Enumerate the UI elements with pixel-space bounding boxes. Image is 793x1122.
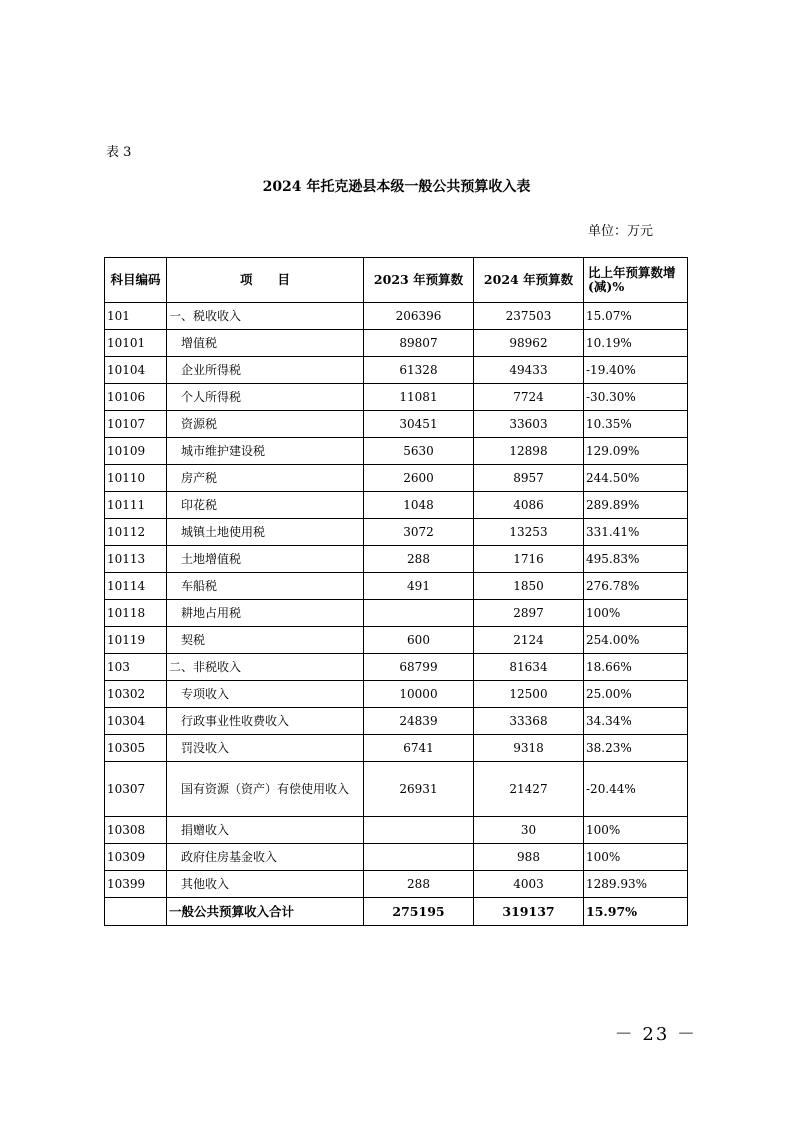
cell-2024: 33368 — [474, 708, 584, 735]
cell-2024: 988 — [474, 844, 584, 871]
cell-item: 个人所得税 — [167, 384, 364, 411]
cell-growth: 254.00% — [584, 627, 688, 654]
cell-2023: 3072 — [364, 519, 474, 546]
cell-growth: 289.89% — [584, 492, 688, 519]
table-row — [105, 303, 688, 330]
cell-2023: 6741 — [364, 735, 474, 762]
cell-growth: -20.44% — [584, 762, 688, 817]
cell-item: 耕地占用税 — [167, 600, 364, 627]
total-row — [105, 898, 688, 926]
cell-code: 10101 — [105, 330, 167, 357]
cell-item: 房产税 — [167, 465, 364, 492]
cell-growth: 10.35% — [584, 411, 688, 438]
cell-code: 10119 — [105, 627, 167, 654]
cell-code: 10112 — [105, 519, 167, 546]
cell-growth: -30.30% — [584, 384, 688, 411]
cell-growth: 276.78% — [584, 573, 688, 600]
cell-2024: 237503 — [474, 303, 584, 330]
table-row — [105, 708, 688, 735]
cell-code: 10118 — [105, 600, 167, 627]
cell-growth: 10.19% — [584, 330, 688, 357]
cell-2024: 98962 — [474, 330, 584, 357]
header-item: 项 目 — [167, 258, 364, 303]
cell-2023: 288 — [364, 871, 474, 898]
cell-growth: 495.83% — [584, 546, 688, 573]
budget-revenue-table — [104, 257, 688, 926]
cell-code: 10302 — [105, 681, 167, 708]
page-number: － 23 － — [614, 1024, 697, 1045]
cell-item: 城镇土地使用税 — [167, 519, 364, 546]
cell-item: 契税 — [167, 627, 364, 654]
cell-code: 10110 — [105, 465, 167, 492]
cell-item: 罚没收入 — [167, 735, 364, 762]
cell-2024: 1716 — [474, 546, 584, 573]
table-row — [105, 546, 688, 573]
cell-code: 10109 — [105, 438, 167, 465]
header-code: 科目编码 — [105, 258, 167, 303]
cell-2024: 21427 — [474, 762, 584, 817]
cell-2024: 81634 — [474, 654, 584, 681]
cell-2023: 26931 — [364, 762, 474, 817]
cell-2024: 12500 — [474, 681, 584, 708]
table-label: 表 3 — [106, 145, 132, 160]
cell-growth: -19.40% — [584, 357, 688, 384]
total-code — [105, 898, 167, 926]
cell-item: 政府住房基金收入 — [167, 844, 364, 871]
table-row — [105, 384, 688, 411]
cell-item: 捐赠收入 — [167, 817, 364, 844]
cell-item: 专项收入 — [167, 681, 364, 708]
table-row — [105, 357, 688, 384]
table-row — [105, 330, 688, 357]
cell-growth: 1289.93% — [584, 871, 688, 898]
cell-code: 103 — [105, 654, 167, 681]
cell-item: 二、非税收入 — [167, 654, 364, 681]
total-2024: 319137 — [474, 898, 584, 926]
cell-2023: 2600 — [364, 465, 474, 492]
cell-code: 10308 — [105, 817, 167, 844]
cell-2024: 4086 — [474, 492, 584, 519]
total-item: 一般公共预算收入合计 — [167, 898, 364, 926]
cell-item: 城市维护建设税 — [167, 438, 364, 465]
cell-item: 资源税 — [167, 411, 364, 438]
table-row — [105, 438, 688, 465]
cell-2024: 1850 — [474, 573, 584, 600]
header-2023: 2023 年预算数 — [364, 258, 474, 303]
table-row — [105, 492, 688, 519]
cell-code: 10309 — [105, 844, 167, 871]
cell-code: 10111 — [105, 492, 167, 519]
cell-2024: 30 — [474, 817, 584, 844]
cell-code: 10307 — [105, 762, 167, 817]
cell-growth: 244.50% — [584, 465, 688, 492]
cell-growth: 18.66% — [584, 654, 688, 681]
cell-item: 车船税 — [167, 573, 364, 600]
cell-item: 增值税 — [167, 330, 364, 357]
cell-2024: 2897 — [474, 600, 584, 627]
table-row — [105, 844, 688, 871]
cell-growth: 38.23% — [584, 735, 688, 762]
cell-2023: 288 — [364, 546, 474, 573]
table-row — [105, 627, 688, 654]
cell-2024: 13253 — [474, 519, 584, 546]
cell-2024: 7724 — [474, 384, 584, 411]
cell-2023: 24839 — [364, 708, 474, 735]
cell-growth: 34.34% — [584, 708, 688, 735]
table-row — [105, 762, 688, 817]
table-row — [105, 465, 688, 492]
cell-2024: 49433 — [474, 357, 584, 384]
cell-2024: 2124 — [474, 627, 584, 654]
cell-2024: 12898 — [474, 438, 584, 465]
cell-code: 10113 — [105, 546, 167, 573]
cell-2023: 61328 — [364, 357, 474, 384]
cell-code: 10305 — [105, 735, 167, 762]
cell-item: 印花税 — [167, 492, 364, 519]
cell-code: 101 — [105, 303, 167, 330]
cell-2023: 68799 — [364, 654, 474, 681]
cell-growth: 100% — [584, 817, 688, 844]
table-row — [105, 411, 688, 438]
cell-2024: 8957 — [474, 465, 584, 492]
cell-2023 — [364, 817, 474, 844]
total-growth: 15.97% — [584, 898, 688, 926]
cell-2023: 491 — [364, 573, 474, 600]
cell-item: 国有资源（资产）有偿使用收入 — [167, 762, 364, 817]
cell-code: 10304 — [105, 708, 167, 735]
table-row — [105, 573, 688, 600]
cell-2024: 9318 — [474, 735, 584, 762]
cell-item: 行政事业性收费收入 — [167, 708, 364, 735]
cell-2023: 5630 — [364, 438, 474, 465]
cell-2024: 4003 — [474, 871, 584, 898]
cell-2023 — [364, 600, 474, 627]
cell-2023 — [364, 844, 474, 871]
document-title: 2024 年托克逊县本级一般公共预算收入表 — [262, 179, 531, 195]
table-row — [105, 519, 688, 546]
cell-growth: 100% — [584, 600, 688, 627]
header-growth: 比上年预算数增(减)% — [584, 258, 688, 303]
table-row — [105, 817, 688, 844]
cell-growth: 100% — [584, 844, 688, 871]
cell-2023: 206396 — [364, 303, 474, 330]
cell-2023: 600 — [364, 627, 474, 654]
table-row — [105, 654, 688, 681]
cell-growth: 25.00% — [584, 681, 688, 708]
table-row — [105, 871, 688, 898]
cell-code: 10399 — [105, 871, 167, 898]
table-header-row — [105, 258, 688, 303]
cell-growth: 129.09% — [584, 438, 688, 465]
unit-label: 单位：万元 — [587, 224, 653, 239]
cell-item: 企业所得税 — [167, 357, 364, 384]
cell-2024: 33603 — [474, 411, 584, 438]
table-row — [105, 735, 688, 762]
cell-item: 一、税收收入 — [167, 303, 364, 330]
cell-2023: 10000 — [364, 681, 474, 708]
cell-item: 其他收入 — [167, 871, 364, 898]
cell-code: 10106 — [105, 384, 167, 411]
cell-2023: 11081 — [364, 384, 474, 411]
table-row — [105, 600, 688, 627]
cell-code: 10114 — [105, 573, 167, 600]
cell-item: 土地增值税 — [167, 546, 364, 573]
header-2024: 2024 年预算数 — [474, 258, 584, 303]
table-row — [105, 681, 688, 708]
total-2023: 275195 — [364, 898, 474, 926]
cell-2023: 30451 — [364, 411, 474, 438]
cell-code: 10104 — [105, 357, 167, 384]
cell-2023: 89807 — [364, 330, 474, 357]
cell-growth: 331.41% — [584, 519, 688, 546]
cell-growth: 15.07% — [584, 303, 688, 330]
cell-code: 10107 — [105, 411, 167, 438]
cell-2023: 1048 — [364, 492, 474, 519]
